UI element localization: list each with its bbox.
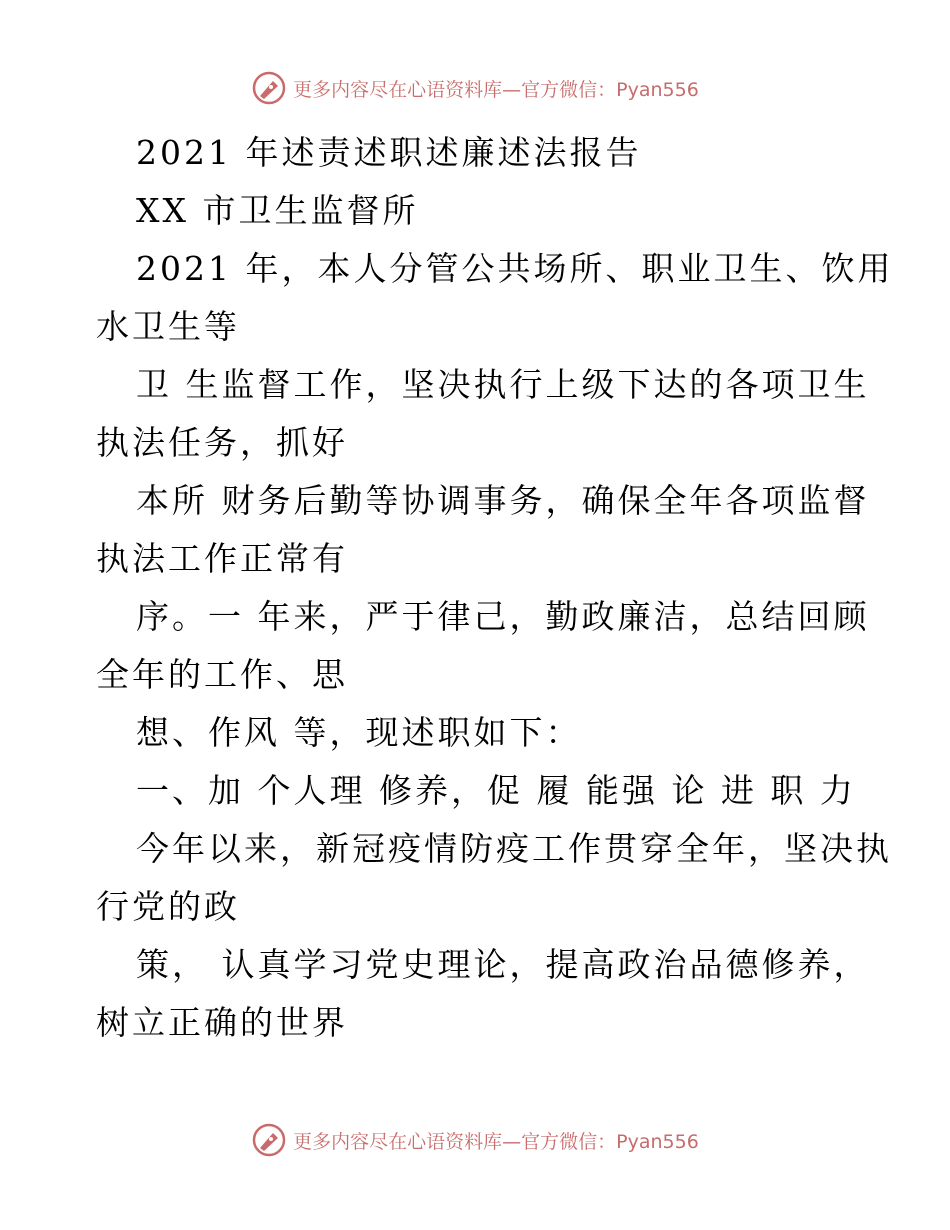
document-line: 本所 财务后勤等协调事务，确保全年各项监督 (136, 481, 870, 520)
document-line: 执法任务，抓好 (96, 423, 348, 462)
document-line: 想、作风 等，现述职如下： (136, 713, 582, 752)
document-line: 策， 认真学习党史理论，提高政治品德修养， (136, 945, 870, 984)
document-line: XX 市卫生监督所 (136, 191, 419, 230)
header-watermark (0, 70, 950, 106)
document-line: 今年以来，新冠疫情防疫工作贯穿全年，坚决执 (136, 829, 892, 868)
document-line: 2021 年述责述职述廉述法报告 (136, 133, 642, 172)
document-body (96, 124, 894, 1052)
document-line: 水卫生等 (96, 307, 240, 346)
document-line: 一、加 个人理 修养，促 履 能强 论 进 职 力 (136, 771, 856, 810)
pen-nib-logo-icon (251, 1122, 287, 1158)
document-line: 执法工作正常有 (96, 539, 348, 578)
document-line: 序。一 年来，严于律己，勤政廉洁，总结回顾 (136, 597, 870, 636)
footer-watermark (0, 1122, 950, 1158)
pen-nib-logo-icon (251, 70, 287, 106)
document-line: 行党的政 (96, 887, 240, 926)
document-line: 树立正确的世界 (96, 1003, 348, 1042)
document-line: 卫 生监督工作，坚决执行上级下达的各项卫生 (136, 365, 870, 404)
watermark-text: 更多内容尽在心语资料库—官方微信：Pyan556 (293, 78, 699, 101)
document-line: 全年的工作、思 (96, 655, 348, 694)
watermark-text: 更多内容尽在心语资料库—官方微信：Pyan556 (293, 1130, 699, 1153)
document-line: 2021 年，本人分管公共场所、职业卫生、饮用 (136, 249, 894, 288)
